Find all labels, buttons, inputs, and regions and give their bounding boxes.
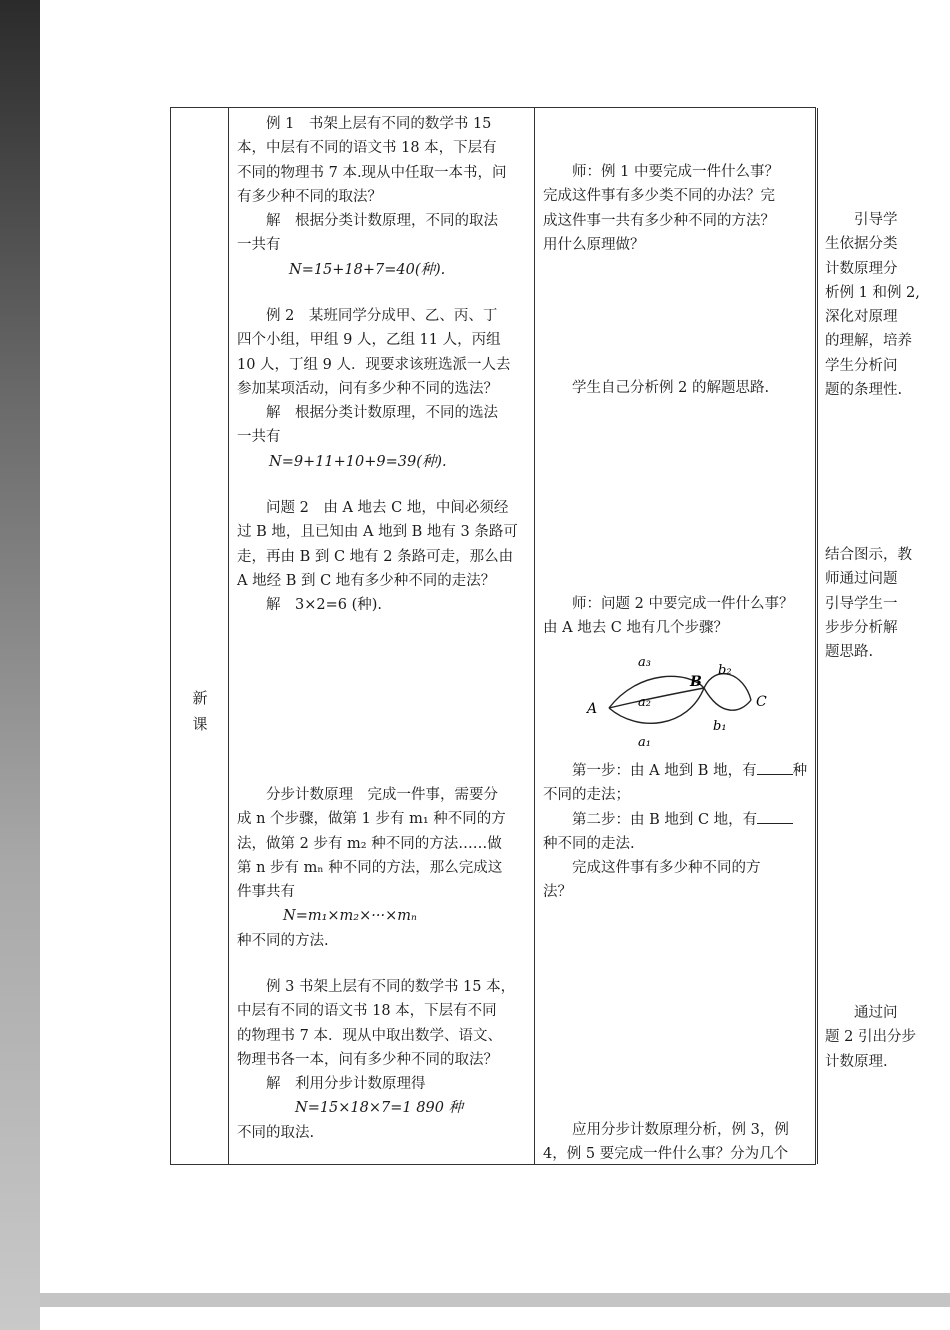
example-3-line-4: 物理书各一本，问有多少种不同的取法？ — [237, 1051, 498, 1068]
solution-3-line: 解 利用分步计数原理得 — [266, 1076, 426, 1093]
note-1-line-6: 的理解，培养 — [825, 333, 912, 350]
step-2-line-2: 种不同的走法. — [543, 835, 635, 852]
question-2-line-4: A 地经 B 到 C 地有多少种不同的走法？ — [237, 572, 496, 589]
example-1-line-2: 本，中层有不同的语文书 18 本，下层有 — [237, 140, 497, 157]
question-line-2: 法？ — [543, 884, 572, 901]
example-3-line-1: 例 3 书架上层有不同的数学书 15 本， — [266, 979, 516, 995]
note-1-line-5: 深化对原理 — [825, 309, 898, 326]
principle-line-2: 成 n 个步骤，做第 1 步有 m₁ 种不同的方 — [237, 811, 506, 828]
student-note — [543, 376, 815, 400]
b2-label: b₂ — [718, 663, 732, 678]
column-divider-2 — [534, 108, 535, 1164]
example-2-line-1: 例 2 某班同学分成甲、乙、丙、丁 — [266, 308, 498, 324]
teacher-line-3: 成这件事一共有多少种不同的方法？ — [543, 212, 775, 229]
column-divider-3 — [817, 108, 818, 1164]
teacher-line-1: 师：例 1 中要完成一件什么事？ — [572, 164, 779, 180]
note-2-line-3: 引导学生一 — [825, 595, 898, 612]
teacher-line-2: 完成这件事有多少类不同的办法？完 — [543, 188, 775, 205]
note-block-2 — [825, 543, 937, 664]
example-2-block — [237, 304, 529, 474]
example-1-line-4: 有多少种不同的取法？ — [237, 188, 382, 205]
question-2-line-3: 走，再由 B 到 C 地有 2 条路可走，那么由 — [237, 548, 514, 565]
note-1-line-7: 学生分析问 — [825, 357, 898, 374]
teacher-q2-line-2: 由 A 地去 C 地有几个步骤？ — [543, 620, 729, 637]
node-a-label: A — [587, 701, 598, 717]
section-label-char-1: 新 — [192, 689, 208, 707]
teacher-column-block-3 — [543, 1118, 815, 1167]
step-1-blank — [757, 760, 793, 775]
principle-line-1: 分步计数原理 完成一件事，需要分 — [266, 787, 498, 803]
principle-equation: N=m₁×m₂×···×mₙ — [283, 908, 417, 925]
note-3-line-2: 题 2 引出分步 — [825, 1029, 916, 1046]
principle-end: 种不同的方法. — [237, 932, 329, 949]
principle-block — [237, 783, 529, 953]
a3-label: a₃ — [638, 655, 651, 670]
example-3-line-2: 中层有不同的语文书 18 本，下层有不同 — [237, 1003, 497, 1020]
note-1-line-3: 计数原理分 — [825, 260, 898, 277]
b1-label: b₁ — [713, 719, 727, 734]
node-c-label: C — [756, 694, 767, 710]
solution-1-line-1: 解 根据分类计数原理，不同的取法 — [266, 213, 498, 230]
example-1-line-1: 例 1 书架上层有不同的数学书 15 — [266, 116, 492, 132]
solution-3-end: 不同的取法. — [237, 1124, 315, 1141]
step-1-text: 第一步：由 A 地到 B 地，有 — [572, 763, 757, 779]
principle-line-4: 第 n 步有 mₙ 种不同的方法，那么完成这 — [237, 859, 503, 876]
step-1-line-1 — [543, 759, 815, 783]
question-2-line-2: 过 B 地，且已知由 A 地到 B 地有 3 条路可 — [237, 524, 518, 541]
equation-3: N=15×18×7=1 890 种 — [295, 1100, 464, 1117]
teacher-column-block-2 — [543, 592, 815, 641]
note-block-1 — [825, 208, 937, 402]
solution-1-line-2: 一共有 — [237, 237, 281, 254]
example-2-line-2: 四个小组，甲组 9 人，乙组 11 人，丙组 — [237, 332, 501, 349]
example-3-block — [237, 975, 529, 1145]
question-2-block — [237, 496, 529, 617]
note-3-line-3: 计数原理. — [825, 1053, 888, 1070]
path-a2 — [609, 688, 704, 708]
a2-label: a₂ — [638, 695, 651, 710]
equation-2: N=9+11+10+9=39(种). — [269, 453, 447, 470]
lesson-table — [170, 107, 920, 1165]
step-2-text: 第二步：由 B 地到 C 地，有 — [572, 811, 758, 828]
example-1-line-3: 不同的物理书 7 本.现从中任取一本书，问 — [237, 164, 507, 181]
step-1-line-2: 不同的走法； — [543, 787, 630, 804]
note-1-line-4: 析例 1 和例 2, — [825, 284, 920, 301]
equation-1: N=15+18+7=40(种). — [289, 261, 446, 278]
note-2-line-4: 步步分析解 — [825, 619, 898, 636]
column-divider-1 — [228, 108, 229, 1164]
a1-label: a₁ — [638, 735, 651, 750]
bottom-edge-band — [40, 1293, 950, 1307]
content-column — [237, 112, 529, 282]
note-1-line-2: 生依据分类 — [825, 236, 898, 253]
step-1-unit: 种 — [792, 763, 808, 779]
note-1-line-8: 题的条理性. — [825, 382, 903, 399]
note-1-line-1: 引导学 — [854, 212, 898, 228]
solution-2-line-2: 一共有 — [237, 429, 281, 446]
step-2-line-1 — [543, 808, 815, 832]
node-b-label: B — [690, 674, 702, 690]
principle-line-5: 件事共有 — [237, 884, 295, 901]
question-2-solution: 解 3×2=6 (种). — [266, 597, 383, 614]
apply-line-1: 应用分步计数原理分析，例 3，例 — [572, 1122, 789, 1138]
note-2-line-2: 师通过问题 — [825, 571, 898, 588]
section-label — [189, 685, 211, 737]
left-edge-band — [0, 0, 40, 1330]
route-diagram — [576, 648, 776, 754]
solution-2-line-1: 解 根据分类计数原理，不同的选法 — [266, 405, 498, 422]
apply-line-2: 4，例 5 要完成一件什么事？分为几个 — [543, 1146, 789, 1163]
example-2-line-4: 参加某项活动，问有多少种不同的选法？ — [237, 380, 498, 397]
question-line-1: 完成这件事有多少种不同的方 — [572, 860, 761, 877]
path-b1 — [704, 688, 751, 710]
example-2-line-3: 10 人，丁组 9 人．现要求该班选派一人去 — [237, 356, 511, 373]
principle-line-3: 法，做第 2 步有 m₂ 种不同的方法……做 — [237, 835, 502, 852]
note-2-line-5: 题思路. — [825, 644, 874, 661]
steps-block — [543, 759, 815, 905]
question-2-line-1: 问题 2 由 A 地去 C 地，中间必须经 — [266, 500, 509, 516]
note-3-line-1: 通过问 — [854, 1005, 898, 1021]
note-2-line-1: 结合图示，教 — [825, 547, 912, 563]
note-block-3 — [825, 1001, 937, 1074]
teacher-line-4: 用什么原理做？ — [543, 236, 645, 253]
step-2-blank — [757, 809, 793, 824]
student-line: 学生自己分析例 2 的解题思路. — [572, 380, 770, 396]
section-label-char-2: 课 — [192, 715, 208, 733]
example-3-line-3: 的物理书 7 本．现从中取出数学、语文、 — [237, 1027, 502, 1044]
teacher-q2-line-1: 师：问题 2 中要完成一件什么事？ — [572, 596, 794, 612]
teacher-column-block-1 — [543, 160, 815, 257]
